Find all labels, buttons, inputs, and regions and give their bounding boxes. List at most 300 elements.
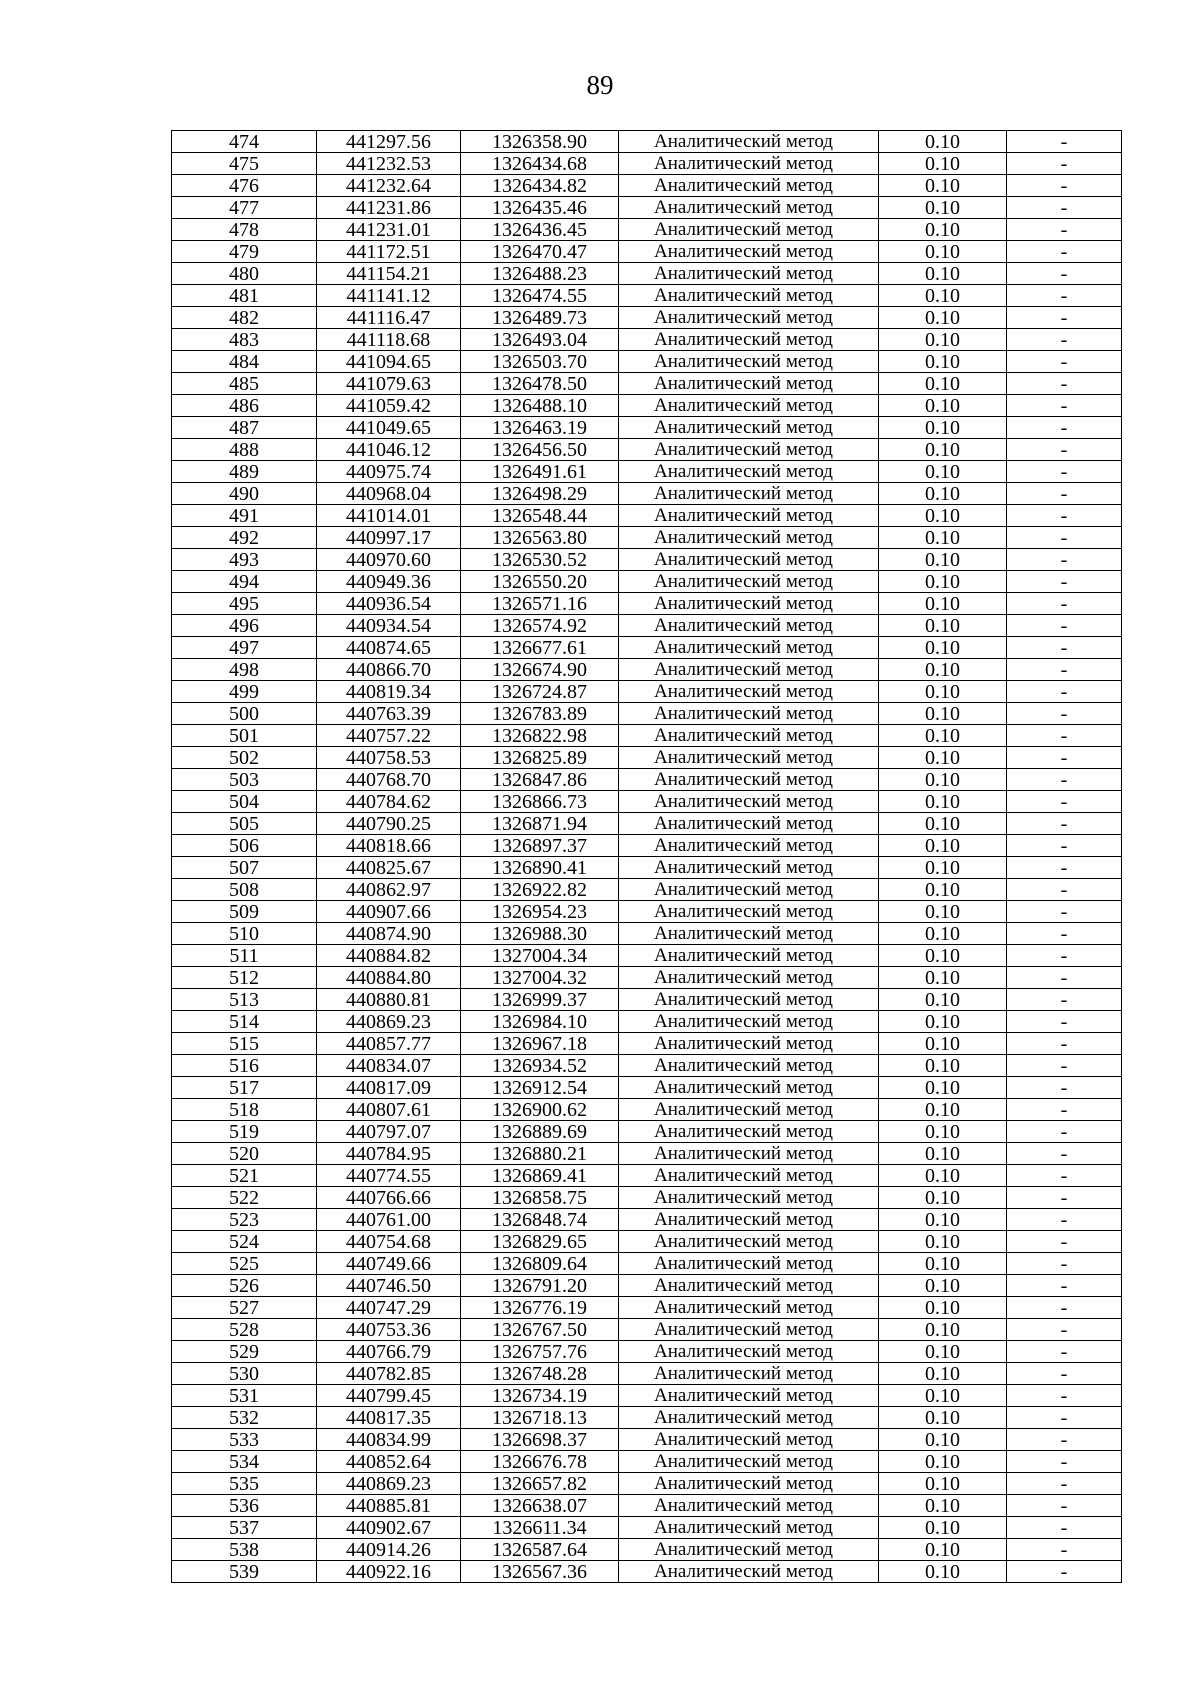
accuracy-cell: 0.10 xyxy=(879,1187,1007,1209)
method-cell: Аналитический метод xyxy=(619,175,879,197)
y-coordinate-cell: 1326848.74 xyxy=(461,1209,619,1231)
method-cell: Аналитический метод xyxy=(619,373,879,395)
x-coordinate-cell: 440797.07 xyxy=(317,1121,461,1143)
method-cell: Аналитический метод xyxy=(619,153,879,175)
y-coordinate-cell: 1326674.90 xyxy=(461,659,619,681)
note-cell: - xyxy=(1007,1385,1122,1407)
note-cell: - xyxy=(1007,637,1122,659)
accuracy-cell: 0.10 xyxy=(879,1165,1007,1187)
point-number-cell: 517 xyxy=(172,1077,317,1099)
point-number-cell: 511 xyxy=(172,945,317,967)
y-coordinate-cell: 1326489.73 xyxy=(461,307,619,329)
accuracy-cell: 0.10 xyxy=(879,593,1007,615)
accuracy-cell: 0.10 xyxy=(879,1517,1007,1539)
y-coordinate-cell: 1326829.65 xyxy=(461,1231,619,1253)
accuracy-cell: 0.10 xyxy=(879,373,1007,395)
note-cell: - xyxy=(1007,923,1122,945)
y-coordinate-cell: 1326503.70 xyxy=(461,351,619,373)
y-coordinate-cell: 1326498.29 xyxy=(461,483,619,505)
x-coordinate-cell: 441297.56 xyxy=(317,131,461,153)
note-cell: - xyxy=(1007,1011,1122,1033)
method-cell: Аналитический метод xyxy=(619,1429,879,1451)
accuracy-cell: 0.10 xyxy=(879,1033,1007,1055)
table-row xyxy=(172,417,1122,439)
note-cell: - xyxy=(1007,659,1122,681)
table-row xyxy=(172,549,1122,571)
y-coordinate-cell: 1326611.34 xyxy=(461,1517,619,1539)
y-coordinate-cell: 1326698.37 xyxy=(461,1429,619,1451)
point-number-cell: 505 xyxy=(172,813,317,835)
point-number-cell: 482 xyxy=(172,307,317,329)
accuracy-cell: 0.10 xyxy=(879,1561,1007,1583)
table-row xyxy=(172,1209,1122,1231)
method-cell: Аналитический метод xyxy=(619,285,879,307)
x-coordinate-cell: 440782.85 xyxy=(317,1363,461,1385)
x-coordinate-cell: 441049.65 xyxy=(317,417,461,439)
table-row xyxy=(172,505,1122,527)
point-number-cell: 531 xyxy=(172,1385,317,1407)
method-cell: Аналитический метод xyxy=(619,1319,879,1341)
accuracy-cell: 0.10 xyxy=(879,879,1007,901)
table-row xyxy=(172,1341,1122,1363)
method-cell: Аналитический метод xyxy=(619,527,879,549)
note-cell: - xyxy=(1007,373,1122,395)
method-cell: Аналитический метод xyxy=(619,1275,879,1297)
method-cell: Аналитический метод xyxy=(619,747,879,769)
note-cell: - xyxy=(1007,329,1122,351)
accuracy-cell: 0.10 xyxy=(879,1539,1007,1561)
x-coordinate-cell: 440922.16 xyxy=(317,1561,461,1583)
y-coordinate-cell: 1326889.69 xyxy=(461,1121,619,1143)
table-row xyxy=(172,1099,1122,1121)
y-coordinate-cell: 1326488.10 xyxy=(461,395,619,417)
method-cell: Аналитический метод xyxy=(619,439,879,461)
y-coordinate-cell: 1326676.78 xyxy=(461,1451,619,1473)
y-coordinate-cell: 1326757.76 xyxy=(461,1341,619,1363)
y-coordinate-cell: 1326491.61 xyxy=(461,461,619,483)
table-row xyxy=(172,681,1122,703)
point-number-cell: 532 xyxy=(172,1407,317,1429)
y-coordinate-cell: 1326530.52 xyxy=(461,549,619,571)
accuracy-cell: 0.10 xyxy=(879,945,1007,967)
x-coordinate-cell: 441046.12 xyxy=(317,439,461,461)
accuracy-cell: 0.10 xyxy=(879,1407,1007,1429)
y-coordinate-cell: 1326550.20 xyxy=(461,571,619,593)
note-cell: - xyxy=(1007,1539,1122,1561)
point-number-cell: 476 xyxy=(172,175,317,197)
y-coordinate-cell: 1326822.98 xyxy=(461,725,619,747)
table-row xyxy=(172,1033,1122,1055)
point-number-cell: 483 xyxy=(172,329,317,351)
x-coordinate-cell: 440936.54 xyxy=(317,593,461,615)
accuracy-cell: 0.10 xyxy=(879,285,1007,307)
table-row xyxy=(172,307,1122,329)
x-coordinate-cell: 440799.45 xyxy=(317,1385,461,1407)
accuracy-cell: 0.10 xyxy=(879,483,1007,505)
y-coordinate-cell: 1326934.52 xyxy=(461,1055,619,1077)
x-coordinate-cell: 441154.21 xyxy=(317,263,461,285)
accuracy-cell: 0.10 xyxy=(879,549,1007,571)
point-number-cell: 522 xyxy=(172,1187,317,1209)
method-cell: Аналитический метод xyxy=(619,1121,879,1143)
note-cell: - xyxy=(1007,571,1122,593)
point-number-cell: 530 xyxy=(172,1363,317,1385)
note-cell: - xyxy=(1007,747,1122,769)
method-cell: Аналитический метод xyxy=(619,1407,879,1429)
accuracy-cell: 0.10 xyxy=(879,241,1007,263)
note-cell: - xyxy=(1007,219,1122,241)
accuracy-cell: 0.10 xyxy=(879,1319,1007,1341)
accuracy-cell: 0.10 xyxy=(879,1275,1007,1297)
x-coordinate-cell: 441232.64 xyxy=(317,175,461,197)
method-cell: Аналитический метод xyxy=(619,307,879,329)
note-cell: - xyxy=(1007,1165,1122,1187)
x-coordinate-cell: 440949.36 xyxy=(317,571,461,593)
y-coordinate-cell: 1326571.16 xyxy=(461,593,619,615)
method-cell: Аналитический метод xyxy=(619,329,879,351)
x-coordinate-cell: 440774.55 xyxy=(317,1165,461,1187)
note-cell: - xyxy=(1007,1495,1122,1517)
table-row xyxy=(172,879,1122,901)
table-row xyxy=(172,1253,1122,1275)
table-row xyxy=(172,1319,1122,1341)
table-row xyxy=(172,263,1122,285)
table-row xyxy=(172,1363,1122,1385)
table-row xyxy=(172,1187,1122,1209)
table-row xyxy=(172,1539,1122,1561)
point-number-cell: 495 xyxy=(172,593,317,615)
note-cell: - xyxy=(1007,1517,1122,1539)
table-row xyxy=(172,131,1122,153)
point-number-cell: 498 xyxy=(172,659,317,681)
y-coordinate-cell: 1326897.37 xyxy=(461,835,619,857)
method-cell: Аналитический метод xyxy=(619,1033,879,1055)
point-number-cell: 516 xyxy=(172,1055,317,1077)
method-cell: Аналитический метод xyxy=(619,571,879,593)
point-number-cell: 500 xyxy=(172,703,317,725)
table-row xyxy=(172,219,1122,241)
x-coordinate-cell: 441118.68 xyxy=(317,329,461,351)
method-cell: Аналитический метод xyxy=(619,1187,879,1209)
table-row xyxy=(172,835,1122,857)
accuracy-cell: 0.10 xyxy=(879,1495,1007,1517)
method-cell: Аналитический метод xyxy=(619,1077,879,1099)
table-row xyxy=(172,901,1122,923)
note-cell: - xyxy=(1007,461,1122,483)
x-coordinate-cell: 441231.01 xyxy=(317,219,461,241)
y-coordinate-cell: 1326984.10 xyxy=(461,1011,619,1033)
method-cell: Аналитический метод xyxy=(619,1561,879,1583)
accuracy-cell: 0.10 xyxy=(879,395,1007,417)
method-cell: Аналитический метод xyxy=(619,1011,879,1033)
x-coordinate-cell: 441079.63 xyxy=(317,373,461,395)
point-number-cell: 475 xyxy=(172,153,317,175)
table-row xyxy=(172,615,1122,637)
method-cell: Аналитический метод xyxy=(619,813,879,835)
note-cell: - xyxy=(1007,1341,1122,1363)
table-row xyxy=(172,197,1122,219)
x-coordinate-cell: 440757.22 xyxy=(317,725,461,747)
method-cell: Аналитический метод xyxy=(619,1539,879,1561)
point-number-cell: 533 xyxy=(172,1429,317,1451)
note-cell: - xyxy=(1007,417,1122,439)
accuracy-cell: 0.10 xyxy=(879,153,1007,175)
point-number-cell: 536 xyxy=(172,1495,317,1517)
method-cell: Аналитический метод xyxy=(619,549,879,571)
point-number-cell: 481 xyxy=(172,285,317,307)
y-coordinate-cell: 1326493.04 xyxy=(461,329,619,351)
y-coordinate-cell: 1326434.68 xyxy=(461,153,619,175)
note-cell: - xyxy=(1007,1473,1122,1495)
point-number-cell: 515 xyxy=(172,1033,317,1055)
table-row xyxy=(172,1407,1122,1429)
note-cell: - xyxy=(1007,1209,1122,1231)
table-row xyxy=(172,791,1122,813)
y-coordinate-cell: 1326900.62 xyxy=(461,1099,619,1121)
y-coordinate-cell: 1326456.50 xyxy=(461,439,619,461)
page-number: 89 xyxy=(586,70,614,100)
point-number-cell: 510 xyxy=(172,923,317,945)
method-cell: Аналитический метод xyxy=(619,395,879,417)
point-number-cell: 501 xyxy=(172,725,317,747)
note-cell: - xyxy=(1007,769,1122,791)
table-row xyxy=(172,241,1122,263)
table-row xyxy=(172,351,1122,373)
note-cell: - xyxy=(1007,527,1122,549)
method-cell: Аналитический метод xyxy=(619,263,879,285)
x-coordinate-cell: 440746.50 xyxy=(317,1275,461,1297)
table-row xyxy=(172,439,1122,461)
point-number-cell: 485 xyxy=(172,373,317,395)
method-cell: Аналитический метод xyxy=(619,1363,879,1385)
x-coordinate-cell: 440817.35 xyxy=(317,1407,461,1429)
x-coordinate-cell: 440852.64 xyxy=(317,1451,461,1473)
x-coordinate-cell: 441231.86 xyxy=(317,197,461,219)
note-cell: - xyxy=(1007,879,1122,901)
note-cell: - xyxy=(1007,1055,1122,1077)
table-row xyxy=(172,1297,1122,1319)
table-row xyxy=(172,1121,1122,1143)
accuracy-cell: 0.10 xyxy=(879,747,1007,769)
note-cell: - xyxy=(1007,1033,1122,1055)
point-number-cell: 534 xyxy=(172,1451,317,1473)
note-cell: - xyxy=(1007,1121,1122,1143)
x-coordinate-cell: 440975.74 xyxy=(317,461,461,483)
point-number-cell: 493 xyxy=(172,549,317,571)
point-number-cell: 504 xyxy=(172,791,317,813)
point-number-cell: 524 xyxy=(172,1231,317,1253)
table-row xyxy=(172,1429,1122,1451)
accuracy-cell: 0.10 xyxy=(879,1143,1007,1165)
accuracy-cell: 0.10 xyxy=(879,263,1007,285)
method-cell: Аналитический метод xyxy=(619,703,879,725)
x-coordinate-cell: 440784.95 xyxy=(317,1143,461,1165)
table-row xyxy=(172,1473,1122,1495)
accuracy-cell: 0.10 xyxy=(879,791,1007,813)
method-cell: Аналитический метод xyxy=(619,769,879,791)
note-cell: - xyxy=(1007,835,1122,857)
note-cell: - xyxy=(1007,439,1122,461)
x-coordinate-cell: 441172.51 xyxy=(317,241,461,263)
method-cell: Аналитический метод xyxy=(619,1209,879,1231)
accuracy-cell: 0.10 xyxy=(879,923,1007,945)
table-row xyxy=(172,1517,1122,1539)
note-cell: - xyxy=(1007,1429,1122,1451)
x-coordinate-cell: 440970.60 xyxy=(317,549,461,571)
note-cell: - xyxy=(1007,505,1122,527)
note-cell: - xyxy=(1007,1561,1122,1583)
table-row xyxy=(172,1451,1122,1473)
accuracy-cell: 0.10 xyxy=(879,725,1007,747)
x-coordinate-cell: 440818.66 xyxy=(317,835,461,857)
accuracy-cell: 0.10 xyxy=(879,439,1007,461)
table-row xyxy=(172,1495,1122,1517)
table-row xyxy=(172,329,1122,351)
x-coordinate-cell: 440866.70 xyxy=(317,659,461,681)
y-coordinate-cell: 1326567.36 xyxy=(461,1561,619,1583)
note-cell: - xyxy=(1007,813,1122,835)
x-coordinate-cell: 440869.23 xyxy=(317,1473,461,1495)
point-number-cell: 487 xyxy=(172,417,317,439)
note-cell: - xyxy=(1007,703,1122,725)
y-coordinate-cell: 1326470.47 xyxy=(461,241,619,263)
point-number-cell: 484 xyxy=(172,351,317,373)
x-coordinate-cell: 441232.53 xyxy=(317,153,461,175)
point-number-cell: 479 xyxy=(172,241,317,263)
y-coordinate-cell: 1326866.73 xyxy=(461,791,619,813)
x-coordinate-cell: 440825.67 xyxy=(317,857,461,879)
point-number-cell: 512 xyxy=(172,967,317,989)
accuracy-cell: 0.10 xyxy=(879,505,1007,527)
point-number-cell: 494 xyxy=(172,571,317,593)
y-coordinate-cell: 1326954.23 xyxy=(461,901,619,923)
y-coordinate-cell: 1326783.89 xyxy=(461,703,619,725)
x-coordinate-cell: 440907.66 xyxy=(317,901,461,923)
x-coordinate-cell: 440885.81 xyxy=(317,1495,461,1517)
x-coordinate-cell: 440819.34 xyxy=(317,681,461,703)
table-row xyxy=(172,461,1122,483)
method-cell: Аналитический метод xyxy=(619,681,879,703)
accuracy-cell: 0.10 xyxy=(879,659,1007,681)
point-number-cell: 503 xyxy=(172,769,317,791)
y-coordinate-cell: 1326912.54 xyxy=(461,1077,619,1099)
method-cell: Аналитический метод xyxy=(619,461,879,483)
x-coordinate-cell: 440766.66 xyxy=(317,1187,461,1209)
table-row xyxy=(172,1055,1122,1077)
point-number-cell: 486 xyxy=(172,395,317,417)
y-coordinate-cell: 1326847.86 xyxy=(461,769,619,791)
y-coordinate-cell: 1326734.19 xyxy=(461,1385,619,1407)
note-cell: - xyxy=(1007,681,1122,703)
point-number-cell: 491 xyxy=(172,505,317,527)
y-coordinate-cell: 1326677.61 xyxy=(461,637,619,659)
y-coordinate-cell: 1326869.41 xyxy=(461,1165,619,1187)
method-cell: Аналитический метод xyxy=(619,923,879,945)
method-cell: Аналитический метод xyxy=(619,1517,879,1539)
method-cell: Аналитический метод xyxy=(619,1253,879,1275)
accuracy-cell: 0.10 xyxy=(879,219,1007,241)
point-number-cell: 499 xyxy=(172,681,317,703)
x-coordinate-cell: 440790.25 xyxy=(317,813,461,835)
note-cell: - xyxy=(1007,791,1122,813)
table-row xyxy=(172,593,1122,615)
x-coordinate-cell: 440747.29 xyxy=(317,1297,461,1319)
method-cell: Аналитический метод xyxy=(619,879,879,901)
method-cell: Аналитический метод xyxy=(619,1055,879,1077)
method-cell: Аналитический метод xyxy=(619,615,879,637)
accuracy-cell: 0.10 xyxy=(879,989,1007,1011)
accuracy-cell: 0.10 xyxy=(879,681,1007,703)
coordinates-table-body xyxy=(172,131,1122,1583)
table-row xyxy=(172,527,1122,549)
method-cell: Аналитический метод xyxy=(619,483,879,505)
method-cell: Аналитический метод xyxy=(619,791,879,813)
accuracy-cell: 0.10 xyxy=(879,1253,1007,1275)
x-coordinate-cell: 440884.80 xyxy=(317,967,461,989)
note-cell: - xyxy=(1007,263,1122,285)
y-coordinate-cell: 1326638.07 xyxy=(461,1495,619,1517)
point-number-cell: 535 xyxy=(172,1473,317,1495)
x-coordinate-cell: 441059.42 xyxy=(317,395,461,417)
table-row xyxy=(172,483,1122,505)
accuracy-cell: 0.10 xyxy=(879,1231,1007,1253)
y-coordinate-cell: 1326657.82 xyxy=(461,1473,619,1495)
note-cell: - xyxy=(1007,1407,1122,1429)
point-number-cell: 488 xyxy=(172,439,317,461)
accuracy-cell: 0.10 xyxy=(879,857,1007,879)
table-row xyxy=(172,1077,1122,1099)
method-cell: Аналитический метод xyxy=(619,1165,879,1187)
x-coordinate-cell: 440834.99 xyxy=(317,1429,461,1451)
y-coordinate-cell: 1326748.28 xyxy=(461,1363,619,1385)
x-coordinate-cell: 440902.67 xyxy=(317,1517,461,1539)
y-coordinate-cell: 1327004.32 xyxy=(461,967,619,989)
y-coordinate-cell: 1326999.37 xyxy=(461,989,619,1011)
y-coordinate-cell: 1326563.80 xyxy=(461,527,619,549)
x-coordinate-cell: 440934.54 xyxy=(317,615,461,637)
table-row xyxy=(172,725,1122,747)
note-cell: - xyxy=(1007,285,1122,307)
point-number-cell: 514 xyxy=(172,1011,317,1033)
x-coordinate-cell: 441116.47 xyxy=(317,307,461,329)
note-cell: - xyxy=(1007,593,1122,615)
point-number-cell: 526 xyxy=(172,1275,317,1297)
y-coordinate-cell: 1326767.50 xyxy=(461,1319,619,1341)
note-cell: - xyxy=(1007,1077,1122,1099)
accuracy-cell: 0.10 xyxy=(879,1077,1007,1099)
table-row xyxy=(172,1165,1122,1187)
x-coordinate-cell: 440874.90 xyxy=(317,923,461,945)
table-row xyxy=(172,857,1122,879)
table-row xyxy=(172,637,1122,659)
table-row xyxy=(172,395,1122,417)
y-coordinate-cell: 1326478.50 xyxy=(461,373,619,395)
x-coordinate-cell: 441141.12 xyxy=(317,285,461,307)
x-coordinate-cell: 440807.61 xyxy=(317,1099,461,1121)
point-number-cell: 529 xyxy=(172,1341,317,1363)
note-cell: - xyxy=(1007,241,1122,263)
table-row xyxy=(172,989,1122,1011)
y-coordinate-cell: 1326871.94 xyxy=(461,813,619,835)
x-coordinate-cell: 441014.01 xyxy=(317,505,461,527)
y-coordinate-cell: 1327004.34 xyxy=(461,945,619,967)
point-number-cell: 477 xyxy=(172,197,317,219)
y-coordinate-cell: 1326791.20 xyxy=(461,1275,619,1297)
table-row xyxy=(172,923,1122,945)
y-coordinate-cell: 1326776.19 xyxy=(461,1297,619,1319)
method-cell: Аналитический метод xyxy=(619,989,879,1011)
y-coordinate-cell: 1326922.82 xyxy=(461,879,619,901)
